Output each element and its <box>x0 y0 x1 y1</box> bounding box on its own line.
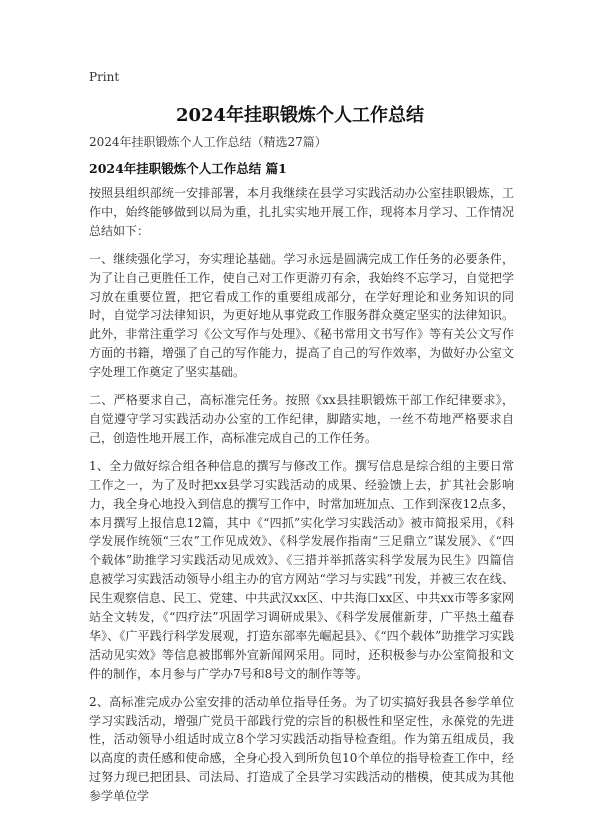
paragraph-study: 一、继续强化学习，夯实理论基础。学习永远是圆满完成工作任务的必要条件，为了让自己更胜任工作，使自己对工作更游刃有余，我始终不忘学习，自觉把学习放在重要位置，把它看成工作的重要组成部分，在学好理论和业务知识的同时，自觉学习法律知识，为更好地从事党政工作服务群众奠定坚实的法律知识。此外，非常注重学习《公文写作与处理》、《秘书常用文书写作》等有关公文写作方面的书籍，增强了自己的写作能力，提高了自己的写作效率，为做好办公室文字处理工作奠定了坚实基础。 <box>89 251 514 380</box>
print-label: Print <box>89 70 120 84</box>
section-heading: 2024年挂职锻炼个人工作总结 篇1 <box>89 161 287 176</box>
document-body <box>89 184 514 815</box>
paragraph-guidance: 2、高标准完成办公室安排的活动单位指导任务。为了切实搞好我县各参学单位学习实践活动，增强广党员干部践行党的宗旨的积极性和坚定性，永葆党的先进性，活动领导小组适时成立8个学习实践活动指导检查组。作为第五组成员，我以高度的责任感和使命感，全身心投入到所负包10个单位的指导检查工作中，经过努力现已把团县、司法局、打造成了全县学习实践活动的楷模，使其成为其他参学单位学 <box>89 694 514 804</box>
document-subtitle: 2024年挂职锻炼个人工作总结（精选27篇） <box>89 135 327 149</box>
paragraph-intro: 按照县组织部统一安排部署，本月我继续在县学习实践活动办公室挂职锻炼，工作中，始终能够做到以局为重，扎扎实实地开展工作，现将本月学习、工作情况总结如下： <box>89 186 514 238</box>
paragraph-information: 1、全力做好综合组各种信息的撰写与修改工作。撰写信息是综合组的主要日常工作之一，为了及时把xx县学习实践活动的成果、经验馈上去，扩其社会影响力，我全身心地投入到信息的撰写工作中，时常加班加点、工作到深夜12点多，本月撰写上报信息12篇，其中《“四抓”实化学习实践活动》被市简报采用，《科学发展作统领“三农”工作见成效》、《科学发展作指南“三足鼎立”谋发展》、《“四个载体”助推学习实践活动见成效》、《三措并举抓落实科学发展为民生》四篇信息被学习实践活动领导小组主办的官方网站“学习与实践”刊发，并被三农在线、民生观察信息、民工、党建、中共武汉xx区、中共海口xx区、中共xx市等多家网站全文转发，《“四疗法”巩固学习调研成果》、《科学发展催新芽，广平热土蕴春华》、《广平践行科学发展观，打造东部率先崛起县》、《“四个载体”助推学习实践活动见实效》等信息被邯郸外宣新闻网采用。同时，还积极参与办公室简报和文件的制作，本月参与广学办7号和8号文的制作等等。 <box>89 458 514 681</box>
paragraph-requirements: 二、严格要求自己，高标准完任务。按照《xx县挂职锻炼干部工作纪律要求》，自觉遵守学习实践活动办公室的工作纪律，脚踏实地，一丝不苟地严格要求自己，创造性地开展工作，高标准完成自己的工作任务。 <box>89 393 514 445</box>
document-title: 2024年挂职锻炼个人工作总结 <box>175 105 425 126</box>
